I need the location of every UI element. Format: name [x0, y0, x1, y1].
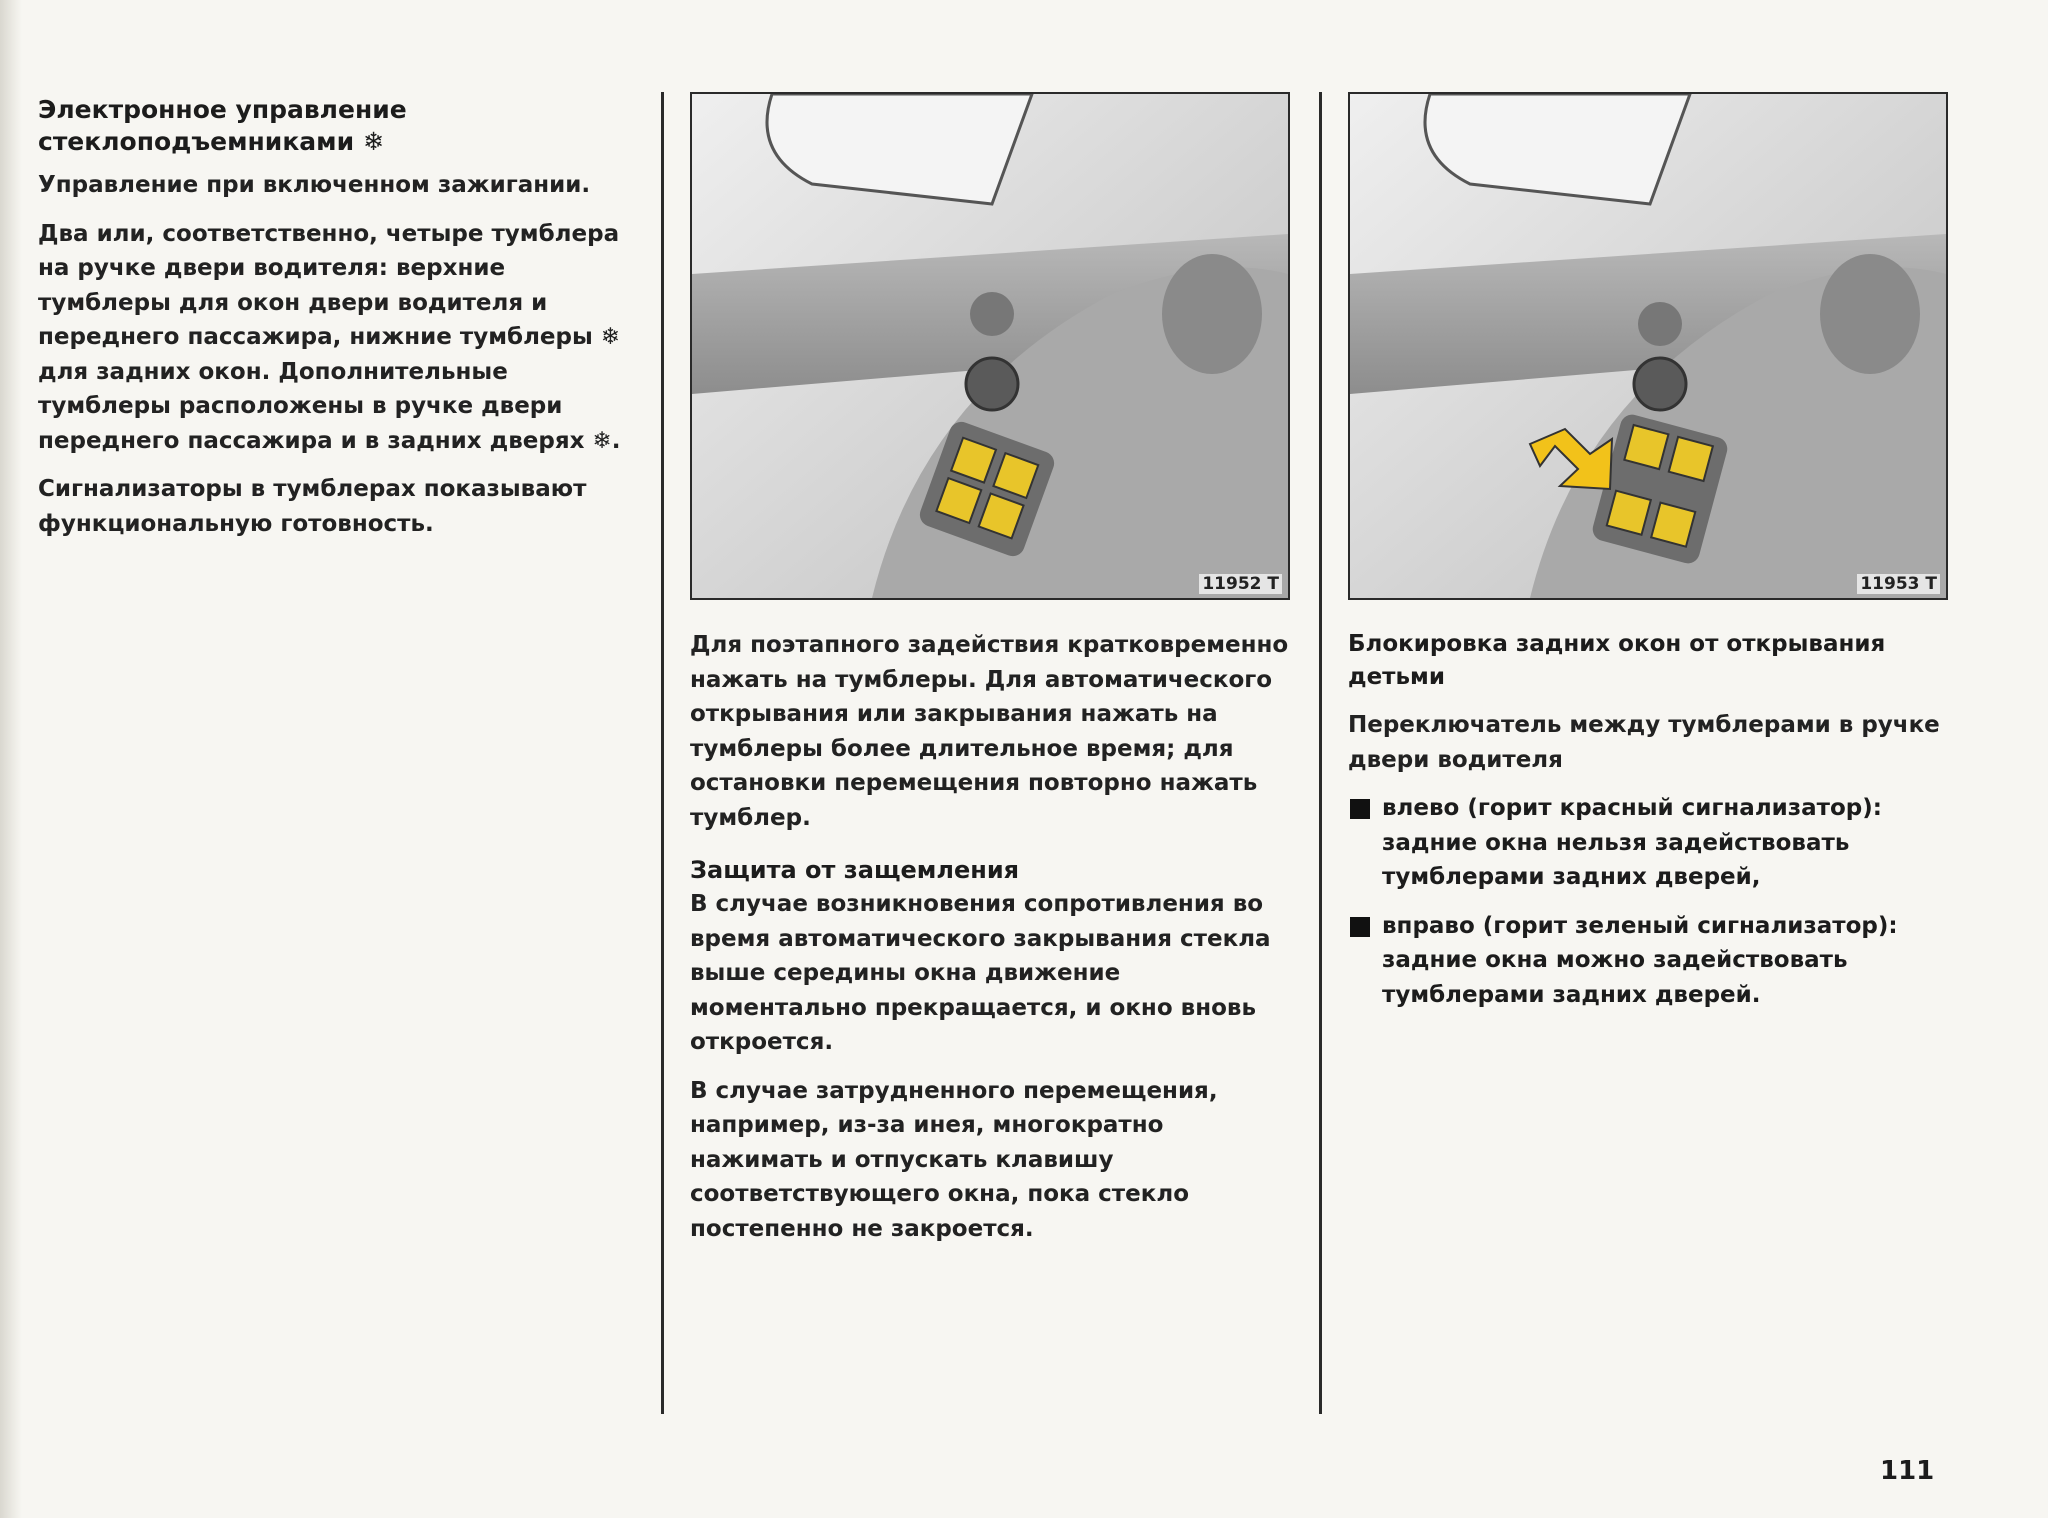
paragraph-pinch: В случае возникновения сопротивления во время автоматического закрывания стекла выше середины окна движение моментально прекращается, и окно вновь откроется.: [690, 891, 1271, 1055]
intro-text: Управление при включенном зажигании.: [38, 172, 591, 198]
paragraph-switches: Два или, соответственно, четыре тумблера на ручке двери водителя: верхние тумблеры для окон двери водителя и переднего пассажира, нижние тумблеры ❄ для задних окон. Дополнительные тумблеры расположены в ручке двери переднего пассажира и в задних дверях ❄.: [38, 220, 621, 454]
paragraph-frost: В случае затрудненного перемещения, например, из-за инея, многократно нажимать и отпускать клавишу соответствующего окна, пока стекло постепенно не закроется.: [690, 1077, 1218, 1242]
subheading-pinch: Защита от защемления: [690, 856, 1020, 884]
list-item: [1348, 909, 1948, 1013]
child-lock-heading: Блокировка задних окон от открывания детьми: [1348, 631, 1886, 690]
figure-number: 11953 T: [1857, 574, 1940, 594]
door-illustration-graphic: [692, 94, 1288, 598]
paragraph-indicators: Сигнализаторы в тумблерах показывают функциональную готовность.: [38, 476, 587, 537]
figure-number: 11952 T: [1199, 574, 1282, 594]
door-illustration-graphic: [1350, 94, 1946, 598]
column-divider: [1319, 92, 1322, 1414]
column-right: [1348, 92, 1948, 1026]
section-title: Электронное управление стеклоподъемниками ❄: [38, 95, 407, 156]
list-item: [1348, 791, 1948, 895]
list-item-text: влево (горит красный сигнализатор): задние окна нельзя задействовать тумблерами задних дверей,: [1382, 795, 1882, 890]
page-number: 111: [1880, 1456, 1935, 1486]
page-binding-edge: [0, 0, 22, 1518]
bullet-square-icon: [1350, 799, 1370, 819]
column-middle: [690, 92, 1290, 1260]
column-left: [38, 94, 638, 555]
bullet-square-icon: [1350, 917, 1370, 937]
door-panel-illustration: [690, 92, 1290, 600]
child-lock-intro: Переключатель между тумблерами в ручке двери водителя: [1348, 712, 1940, 773]
child-lock-illustration: [1348, 92, 1948, 600]
child-lock-list: [1348, 791, 1948, 1012]
column-divider: [661, 92, 664, 1414]
paragraph-stepwise: Для поэтапного задействия кратковременно нажать на тумблеры. Для автоматического открывания или закрывания нажать на тумблеры более длительное время; для остановки перемещения повторно нажать тумблер.: [690, 632, 1289, 831]
list-item-text: вправо (горит зеленый сигнализатор): задние окна можно задействовать тумблерами задних дверей.: [1382, 912, 1898, 1008]
